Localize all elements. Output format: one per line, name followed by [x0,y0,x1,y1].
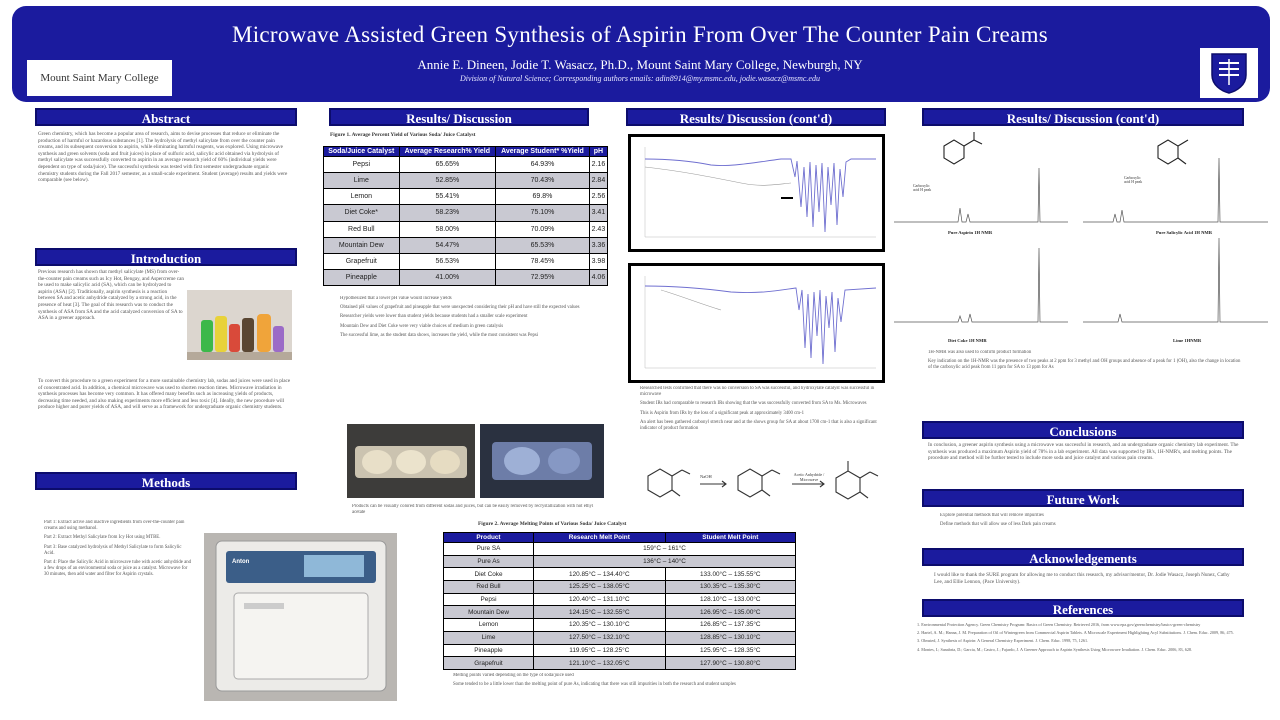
table-row [324,189,608,205]
table-row [444,581,796,594]
table-cell: 69.8% [496,189,590,205]
poster-authors: Annie E. Dineen, Jodie T. Wasacz, Ph.D., Mount Saint Mary College, Newburgh, NY [417,57,863,72]
table-cell: 119.95°C – 128.25°C [534,644,666,657]
table-cell: Lime [444,631,534,644]
yield-table [323,146,608,286]
table-cell: Lemon [324,189,400,205]
nmr-label-lime: Lime 1HNMR [1173,338,1202,343]
figure2-caption: Figure 2. Average Melting Points of Various Soda/ Juice Catalyst [478,521,627,527]
table-cell: 65.53% [496,237,590,253]
nmr-label-sa: Pure Salicylic Acid 1H NMR [1156,230,1213,235]
table-row [324,253,608,269]
table-header-cell: Average Research% Yield [399,147,496,157]
college-shield-icon [1200,48,1258,98]
reaction-scheme [628,454,888,510]
table-cell: Pure As [444,555,534,568]
table-row [324,221,608,237]
bullet-item: Define methods that will allow use of less Dark pain creams [940,522,1056,528]
reaction-arrow-label-1: NaOH [700,474,712,479]
section-abstract: Abstract [35,108,297,126]
table-header-cell: pH [589,147,607,157]
intro-text-1: Previous research has shown that methyl salicylate (MS) from over-the-counter pain creams such as Icy Hot, Bengay, and Aspercreme can be used to make salicylic acid (SA), which can be hydrolyzed to aspirin (ASA) [2]. Traditionally, aspirin synthesis is a reaction between SA and acetic anhydride catalyzed by a strong acid, in the presence of heat [3]. The goal of this research was to conduct the synthesis of ASA from SA and the acid catalyzed conversion of SA to ASA in a greener approach. [38,269,184,322]
table-cell: Mountain Dew [324,237,400,253]
table-row [444,606,796,619]
table-cell: 124.15°C – 132.55°C [534,606,666,619]
section-future-work: Future Work [922,489,1244,507]
table-header-row [444,533,796,543]
section-introduction: Introduction [35,248,297,266]
bullet-item: Researcher yields were lower than student yields because students had a smaller scale experiment [340,314,528,320]
table-cell: 127.50°C – 132.10°C [534,631,666,644]
methods-step: Part 3: Base catalyzed hydrolysis of Methyl Salicylate to form Salicylic Acid. [44,544,182,556]
microwave-brand-label: Anton [232,559,250,565]
bullet-item: 1H-NMR was also used to confirm product formation [928,350,1032,355]
table-row [444,631,796,644]
table-cell: 70.43% [496,173,590,189]
table-row [324,237,608,253]
table-cell: 120.35°C – 130.10°C [534,619,666,632]
table-row [444,593,796,606]
table-cell: 56.53% [399,253,496,269]
table-cell: 2.43 [589,221,607,237]
microwave-photo [204,533,397,701]
section-results-cont-2: Results/ Discussion (cont'd) [922,108,1244,126]
table-cell: Grapefruit [444,657,534,670]
methods-step: Part 4: Place the Salicylic Acid in microwave tube with acetic anhydride and a few drops of an environmental soda or juice as a catalyst. Microwave for 30 minutes, then add water and filter for Aspirin crystals. [44,560,192,578]
table-cell: Red Bull [324,221,400,237]
nmr-label-diet-coke: Diet Coke 1H NMR [948,338,987,343]
bullet-item: Researched tests confirmed that there was no conversion to SA was successful, and hydroxylate catalyst was successful in microwave [640,386,875,398]
nmr-spectra-panel [888,128,1273,348]
section-methods: Methods [35,472,297,490]
table-header-cell: Student Melt Point [665,533,795,543]
poster-title: Microwave Assisted Green Synthesis of Aspirin From Over The Counter Pain Creams [231,22,1049,47]
reference-item: 2. Hartel, A. M.; Hanna, J. M. Preparation of Oil of Wintergreen from Commercial Aspirin Tablets. A Microscale Experiment Highlighting Acyl Substitutions. J. Chem. Educ. 2009, 86, 475. [917,630,1234,636]
table-cell: 126.85°C – 137.35°C [665,619,795,632]
bullet-item: Explore potential methods that will remove impurities [940,513,1044,518]
reference-item: 4. Montes, I.; Sanabria, D.; Garcia, M.; Castro, J.; Fajardo, J. A Greener Approach to Aspirin Synthesis Using Microwave Irradiation. J. Chem. Educ. 2006, 83, 628. [917,646,1193,652]
ir-bullets [640,386,885,456]
reference-item: 1. Environmental Protection Agency. Green Chemistry Program: Basics of Green Chemistry. Retrieved 2016, from www.epa.gov/greenchemistry/basics-green-chemistry [917,622,1201,627]
table-row [444,568,796,581]
table-cell: 70.09% [496,221,590,237]
table-row [324,173,608,189]
nmr-peak-label-aspirin: Carboxylic acid H peak [913,184,932,193]
table-cell: Pepsi [444,593,534,606]
intro-text-2: To convert this procedure to a green experiment for a more sustainable chemistry lab, sodas and juices were used in place of concentrated acid. In addition, a chemical microwave was used to shorten reaction times. Microwave irradiation in synthesis processes has become very common. It has offered many benefits such as increasing yields of products, decreasing time needed, and also making experiments more efficient and less toxic [4]. Ideally, the new procedure will produce higher and purer yields of ASA, and will serve as a framework for undergraduate organic chemistry students. [38,378,291,411]
table-cell: Pineapple [444,644,534,657]
table-row [324,157,608,173]
nmr-peak-label-sa: Carboxylic acid H peak [1124,176,1143,185]
table-cell: 41.00% [399,269,496,285]
table-cell: 133.00°C – 135.55°C [665,568,795,581]
college-logo: Mount Saint Mary College [27,60,172,96]
table-cell: 55.41% [399,189,496,205]
table-cell: Mountain Dew [444,606,534,619]
photo-caption: Products can be visually colored from different sodas and juices, but can be easily removed by recrystallization with hot ethyl acetate [352,504,594,516]
bullet-item: Hypothesized that a lower pH value would increase yields [340,296,452,301]
conclusions-text: In conclusion, a greener aspirin synthesis using a microwave was successful in research, and an undergraduate organic chemistry lab experiment. The synthesis was produced a maximum Aspirin yield of 78% in a lab experiment. All data was supported by IR's, 1H-NMR's, and melting points. The procedure and method will be further tested to include more soda and juice catalyst and various pain creams. [928,442,1239,462]
table-cell: 2.16 [589,157,607,173]
table-cell: 2.84 [589,173,607,189]
table-row [444,543,796,556]
table-cell: 120.85°C – 134.40°C [534,568,666,581]
table-cell: 65.65% [399,157,496,173]
table-cell: 128.85°C – 130.10°C [665,631,795,644]
table-cell: 52.85% [399,173,496,189]
table-cell: Diet Coke* [324,205,400,221]
bullet-item: An alert has been gathered carbonyl stretch near and at the shows group for SA at about 1700 cm-1 that is also a significant indicator of product formation [640,419,877,432]
section-references: References [922,599,1244,617]
table-cell: 127.90°C – 130.80°C [665,657,795,670]
table-cell: 4.06 [589,269,607,285]
references-list [917,622,1247,712]
table-row [324,205,608,221]
table-header-cell: Soda/Juice Catalyst [324,147,400,157]
melting-point-notes [453,673,793,707]
table-cell: 120.40°C – 131.10°C [534,593,666,606]
table-header-cell: Product [444,533,534,543]
bullet-item: This is Aspirin from IRs by the loss of a significant peak at approximately 3400 cm-1 [640,410,804,416]
table-cell: Pure SA [444,543,534,556]
table-row [444,657,796,670]
table-header-cell: Average Student* %Yield [496,147,590,157]
nmr-label-aspirin: Pure Aspirin 1H NMR [948,230,993,235]
table-cell: 3.98 [589,253,607,269]
table-cell: 64.93% [496,157,590,173]
table-row [324,269,608,285]
reaction-arrow-label-2: Acetic Anhydride / Microwave [793,472,825,482]
table-cell: Grapefruit [324,253,400,269]
bullet-item: Obtained pH values of grapefruit and pineapple that were unexpected considering their pH and have still the expected values [340,305,580,311]
table-cell: Red Bull [444,581,534,594]
bullet-item: Some tended to be a little lower than the melting point of pure As, indicating that there was still impurities in both the research and student samples [453,682,736,688]
table-header-cell: Research Melt Point [534,533,666,543]
bullet-item: Mountain Dew and Diet Coke were very viable choices of medium in green catalysis [340,323,504,329]
table-row [444,555,796,568]
bullet-item: Key indication on the 1H-NMR was the presence of two peaks at 2 ppm for 3 methyl and OH groups and absence of a peak for 1 (OH), also the change in location of the carboxylic acid peak from 11 ppm for SA to 13 ppm for As [928,359,1241,371]
table-cell: 58.23% [399,205,496,221]
table-row [444,619,796,632]
table-cell: 58.00% [399,221,496,237]
ir-spectrum-student [628,263,885,383]
table-cell: 78.45% [496,253,590,269]
table-cell: 2.56 [589,189,607,205]
figure1-caption: Figure 1. Average Percent Yield of Various Soda/ Juice Catalyst [330,132,476,138]
table-cell: 136°C – 140°C [534,555,796,568]
bullet-item: Student IRs had comparable to research IRs showing that the was successfully converted from SA to Ms. Microwaves [640,401,867,407]
crystals-photo-1 [347,424,475,498]
ir-spectrum-research [628,134,885,252]
table-cell: 3.41 [589,205,607,221]
table-cell: 54.47% [399,237,496,253]
section-acknowledgements: Acknowledgements [922,548,1244,566]
section-conclusions: Conclusions [922,421,1244,439]
section-results: Results/ Discussion [329,108,589,126]
table-cell: Diet Coke [444,568,534,581]
table-cell: 159°C – 161°C [534,543,796,556]
crystals-photo-2 [480,424,604,498]
table-cell: 130.35°C – 135.30°C [665,581,795,594]
results-bullets [340,296,605,414]
methods-step: Part 2: Extract Methyl Salicylate from Icy Hot using MTBE. [44,535,161,541]
melting-point-table [443,532,796,670]
section-results-cont-1: Results/ Discussion (cont'd) [626,108,886,126]
abstract-text: Green chemistry, which has become a popular area of research, aims to devise processes that reduce or eliminate the production of harmful or hazardous substances [1]. The hydrolysis of methyl salicylate from over the counter pain creams, and its subsequent conversion to aspirin, while eliminating harmful reagents, was explored. Using microwave synthesis and green solvents (soda and fruit juices) in place of sulfuric acid, salicylic acid obtained via hydrolysis of methyl salicylate was successfully converted to aspirin in an average research yield of 60% (individual yields were dependent on type of soda/juice). The successful synthesis was tested with first semester undergraduate organic chemistry students during the Fall 2017 semester, as a small-scale experiment. Student (average) results and yields were comparable (see below). [38,131,288,184]
bullet-item: The successful lime, as the student data shows, increases the yield, while the most consistent was Pepsi [340,332,539,338]
table-cell: 72.95% [496,269,590,285]
table-cell: 75.10% [496,205,590,221]
soda-bottles-photo [187,290,292,360]
table-cell: 121.10°C – 132.05°C [534,657,666,670]
table-cell: Pepsi [324,157,400,173]
table-cell: 3.36 [589,237,607,253]
table-cell: 128.10°C – 133.00°C [665,593,795,606]
bullet-item: Melting points varied depending on the type of soda/juice used [453,673,574,678]
methods-steps [44,520,192,700]
table-cell: 126.95°C – 135.00°C [665,606,795,619]
nmr-bullets [928,350,1243,394]
table-cell: Lime [324,173,400,189]
reference-item: 3. Olmsted, J. Synthesis of Aspirin: A General Chemistry Experiment. J. Chem. Educ. 1998, 75, 1261. [917,638,1089,644]
poster-header [12,6,1270,102]
methods-step: Part 1: Extract active and inactive ingredients from over-the-counter pain creams and using methanol. [44,520,185,532]
table-header-row [324,147,608,157]
poster-affiliation: Division of Natural Science; Corresponding authors emails: adin8914@my.msmc.edu, jodie.wasacz@msmc.edu [460,74,820,83]
table-row [444,644,796,657]
table-cell: Pineapple [324,269,400,285]
table-cell: Lemon [444,619,534,632]
acknowledgements-text: I would like to thank the SURE program for allowing me to conduct this research, my advisor/mentor, Dr. Jodie Wasacz, Joseph Nunez, Cathy Lee, and Ellie Lennon, (Pace University). [934,572,1230,585]
future-work-list [940,513,1240,539]
table-cell: 125.95°C – 128.35°C [665,644,795,657]
table-cell: 125.25°C – 138.05°C [534,581,666,594]
